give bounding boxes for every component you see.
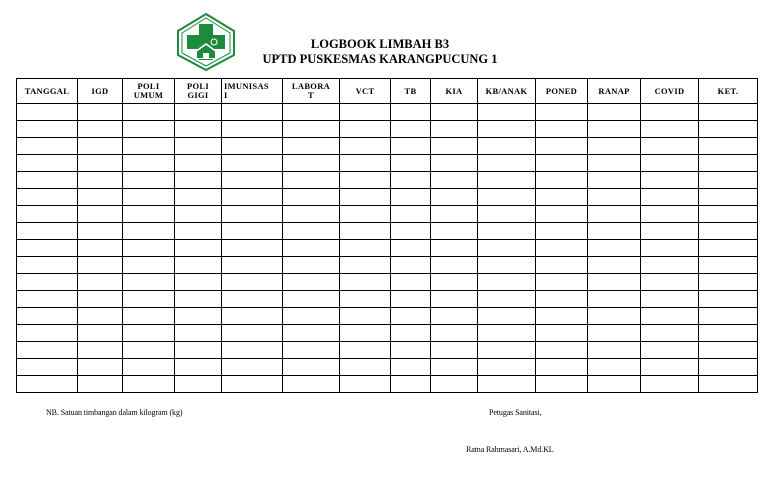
table-row xyxy=(17,172,758,189)
cell-tanggal xyxy=(17,274,78,291)
cell-laborat xyxy=(283,240,340,257)
cell-igd xyxy=(78,172,123,189)
cell-tanggal xyxy=(17,121,78,138)
cell-tb xyxy=(391,376,431,393)
cell-kb_anak xyxy=(478,308,536,325)
cell-laborat xyxy=(283,257,340,274)
cell-covid xyxy=(641,359,699,376)
table-row xyxy=(17,376,758,393)
cell-poli_umum xyxy=(123,240,175,257)
cell-poned xyxy=(536,325,588,342)
cell-imunisasi xyxy=(222,240,283,257)
cell-tb xyxy=(391,121,431,138)
table-row xyxy=(17,121,758,138)
cell-poli_gigi xyxy=(175,155,222,172)
cell-igd xyxy=(78,257,123,274)
cell-poli_umum xyxy=(123,155,175,172)
cell-igd xyxy=(78,138,123,155)
cell-poli_umum xyxy=(123,325,175,342)
col-header-poli-umum: POLI UMUM xyxy=(123,79,175,104)
cell-ranap xyxy=(588,172,641,189)
cell-kia xyxy=(431,376,478,393)
cell-vct xyxy=(340,376,391,393)
table-row xyxy=(17,274,758,291)
cell-poli_gigi xyxy=(175,257,222,274)
cell-laborat xyxy=(283,291,340,308)
cell-poned xyxy=(536,291,588,308)
cell-kb_anak xyxy=(478,138,536,155)
cell-laborat xyxy=(283,223,340,240)
cell-kia xyxy=(431,308,478,325)
cell-ket xyxy=(699,325,758,342)
col-header-vct: VCT xyxy=(340,79,391,104)
cell-tanggal xyxy=(17,359,78,376)
cell-covid xyxy=(641,155,699,172)
cell-tanggal xyxy=(17,138,78,155)
cell-covid xyxy=(641,308,699,325)
cell-kia xyxy=(431,291,478,308)
cell-kb_anak xyxy=(478,189,536,206)
cell-ket xyxy=(699,104,758,121)
cell-ranap xyxy=(588,359,641,376)
cell-imunisasi xyxy=(222,121,283,138)
logbook-table xyxy=(16,78,758,393)
cell-tb xyxy=(391,155,431,172)
cell-ranap xyxy=(588,274,641,291)
cell-kb_anak xyxy=(478,155,536,172)
cell-vct xyxy=(340,104,391,121)
cell-covid xyxy=(641,104,699,121)
table-row xyxy=(17,291,758,308)
cell-covid xyxy=(641,138,699,155)
cell-ket xyxy=(699,223,758,240)
cell-poli_gigi xyxy=(175,342,222,359)
table-row xyxy=(17,342,758,359)
cell-tb xyxy=(391,291,431,308)
cell-kia xyxy=(431,325,478,342)
cell-laborat xyxy=(283,274,340,291)
cell-laborat xyxy=(283,155,340,172)
cell-laborat xyxy=(283,308,340,325)
cell-kb_anak xyxy=(478,223,536,240)
cell-vct xyxy=(340,189,391,206)
cell-covid xyxy=(641,274,699,291)
cell-vct xyxy=(340,308,391,325)
cell-ket xyxy=(699,121,758,138)
cell-kb_anak xyxy=(478,104,536,121)
cell-poli_gigi xyxy=(175,291,222,308)
cell-ranap xyxy=(588,325,641,342)
cell-ranap xyxy=(588,138,641,155)
cell-covid xyxy=(641,172,699,189)
cell-tb xyxy=(391,138,431,155)
cell-covid xyxy=(641,342,699,359)
cell-tanggal xyxy=(17,172,78,189)
cell-vct xyxy=(340,223,391,240)
unit-note: NB. Satuan timbangan dalam kilogram (kg) xyxy=(46,408,183,417)
cell-laborat xyxy=(283,342,340,359)
cell-ranap xyxy=(588,189,641,206)
cell-tanggal xyxy=(17,155,78,172)
col-header-tanggal: TANGGAL xyxy=(17,79,78,104)
table-row xyxy=(17,206,758,223)
cell-ket xyxy=(699,342,758,359)
cell-poli_umum xyxy=(123,172,175,189)
cell-igd xyxy=(78,155,123,172)
cell-imunisasi xyxy=(222,155,283,172)
cell-laborat xyxy=(283,121,340,138)
cell-poli_umum xyxy=(123,359,175,376)
cell-poli_gigi xyxy=(175,104,222,121)
cell-poned xyxy=(536,104,588,121)
cell-ket xyxy=(699,172,758,189)
cell-poli_umum xyxy=(123,342,175,359)
table-row xyxy=(17,189,758,206)
cell-poned xyxy=(536,138,588,155)
cell-poli_gigi xyxy=(175,359,222,376)
cell-tanggal xyxy=(17,342,78,359)
col-header-laborat: LABORA T xyxy=(283,79,340,104)
cell-laborat xyxy=(283,206,340,223)
cell-covid xyxy=(641,257,699,274)
cell-kb_anak xyxy=(478,206,536,223)
cell-laborat xyxy=(283,104,340,121)
cell-igd xyxy=(78,206,123,223)
cell-igd xyxy=(78,359,123,376)
cell-ket xyxy=(699,359,758,376)
cell-vct xyxy=(340,172,391,189)
cell-covid xyxy=(641,206,699,223)
cell-kia xyxy=(431,104,478,121)
cell-tanggal xyxy=(17,257,78,274)
cell-igd xyxy=(78,240,123,257)
table-row xyxy=(17,138,758,155)
cell-kia xyxy=(431,223,478,240)
cell-covid xyxy=(641,189,699,206)
col-header-poli-gigi: POLI GIGI xyxy=(175,79,222,104)
cell-kb_anak xyxy=(478,359,536,376)
table-row xyxy=(17,257,758,274)
cell-kb_anak xyxy=(478,172,536,189)
cell-poli_gigi xyxy=(175,325,222,342)
cell-laborat xyxy=(283,376,340,393)
cell-igd xyxy=(78,342,123,359)
cell-kb_anak xyxy=(478,376,536,393)
cell-kia xyxy=(431,189,478,206)
cell-poli_umum xyxy=(123,121,175,138)
cell-poned xyxy=(536,121,588,138)
table-row xyxy=(17,155,758,172)
cell-igd xyxy=(78,104,123,121)
cell-vct xyxy=(340,274,391,291)
cell-tanggal xyxy=(17,240,78,257)
cell-imunisasi xyxy=(222,274,283,291)
cell-vct xyxy=(340,155,391,172)
cell-igd xyxy=(78,189,123,206)
cell-ket xyxy=(699,206,758,223)
cell-kia xyxy=(431,240,478,257)
cell-vct xyxy=(340,359,391,376)
cell-ranap xyxy=(588,121,641,138)
cell-tanggal xyxy=(17,291,78,308)
cell-ket xyxy=(699,257,758,274)
cell-poli_gigi xyxy=(175,223,222,240)
cell-poli_umum xyxy=(123,189,175,206)
cell-tb xyxy=(391,223,431,240)
cell-kia xyxy=(431,155,478,172)
puskesmas-logo-icon xyxy=(177,13,235,71)
cell-poli_gigi xyxy=(175,274,222,291)
cell-vct xyxy=(340,291,391,308)
cell-poli_gigi xyxy=(175,240,222,257)
cell-tanggal xyxy=(17,189,78,206)
cell-poli_gigi xyxy=(175,189,222,206)
cell-poli_gigi xyxy=(175,138,222,155)
cell-poli_gigi xyxy=(175,172,222,189)
cell-tanggal xyxy=(17,376,78,393)
cell-tanggal xyxy=(17,308,78,325)
cell-poli_umum xyxy=(123,138,175,155)
cell-tb xyxy=(391,342,431,359)
cell-imunisasi xyxy=(222,342,283,359)
cell-kia xyxy=(431,342,478,359)
cell-poli_umum xyxy=(123,206,175,223)
cell-ket xyxy=(699,291,758,308)
table-row xyxy=(17,104,758,121)
col-header-poned: PONED xyxy=(536,79,588,104)
table-row xyxy=(17,308,758,325)
cell-kia xyxy=(431,121,478,138)
cell-tanggal xyxy=(17,104,78,121)
cell-vct xyxy=(340,240,391,257)
cell-ket xyxy=(699,376,758,393)
cell-igd xyxy=(78,308,123,325)
cell-poned xyxy=(536,155,588,172)
cell-laborat xyxy=(283,138,340,155)
cell-poned xyxy=(536,257,588,274)
cell-imunisasi xyxy=(222,223,283,240)
cell-kia xyxy=(431,206,478,223)
cell-ranap xyxy=(588,291,641,308)
cell-tb xyxy=(391,206,431,223)
cell-ranap xyxy=(588,104,641,121)
cell-kb_anak xyxy=(478,240,536,257)
cell-laborat xyxy=(283,359,340,376)
cell-kia xyxy=(431,359,478,376)
cell-tanggal xyxy=(17,206,78,223)
col-header-imunisasi: IMUNISAS I xyxy=(222,79,283,104)
cell-tb xyxy=(391,274,431,291)
cell-poli_umum xyxy=(123,104,175,121)
cell-imunisasi xyxy=(222,104,283,121)
cell-ket xyxy=(699,189,758,206)
cell-kb_anak xyxy=(478,274,536,291)
cell-vct xyxy=(340,257,391,274)
cell-poned xyxy=(536,274,588,291)
cell-poli_gigi xyxy=(175,121,222,138)
cell-laborat xyxy=(283,325,340,342)
cell-ket xyxy=(699,274,758,291)
cell-covid xyxy=(641,121,699,138)
cell-ket xyxy=(699,155,758,172)
cell-poned xyxy=(536,189,588,206)
cell-imunisasi xyxy=(222,189,283,206)
cell-kb_anak xyxy=(478,257,536,274)
cell-vct xyxy=(340,206,391,223)
cell-ranap xyxy=(588,155,641,172)
cell-imunisasi xyxy=(222,291,283,308)
cell-ranap xyxy=(588,240,641,257)
cell-imunisasi xyxy=(222,308,283,325)
cell-poli_umum xyxy=(123,223,175,240)
cell-kb_anak xyxy=(478,325,536,342)
cell-poned xyxy=(536,342,588,359)
cell-vct xyxy=(340,138,391,155)
cell-kia xyxy=(431,274,478,291)
table-row xyxy=(17,223,758,240)
cell-vct xyxy=(340,121,391,138)
col-header-igd: IGD xyxy=(78,79,123,104)
cell-covid xyxy=(641,240,699,257)
col-header-ket: KET. xyxy=(699,79,758,104)
cell-ranap xyxy=(588,206,641,223)
table-row xyxy=(17,359,758,376)
cell-poned xyxy=(536,206,588,223)
cell-kb_anak xyxy=(478,342,536,359)
cell-kb_anak xyxy=(478,121,536,138)
cell-poli_umum xyxy=(123,376,175,393)
cell-igd xyxy=(78,274,123,291)
cell-poli_umum xyxy=(123,308,175,325)
cell-kia xyxy=(431,138,478,155)
col-header-tb: TB xyxy=(391,79,431,104)
table-row xyxy=(17,325,758,342)
col-header-kia: KIA xyxy=(431,79,478,104)
cell-imunisasi xyxy=(222,206,283,223)
officer-name: Ratna Rahmasari, A.Md.KL xyxy=(466,445,554,454)
cell-poli_gigi xyxy=(175,206,222,223)
cell-igd xyxy=(78,325,123,342)
cell-laborat xyxy=(283,189,340,206)
document-subtitle: UPTD PUSKESMAS KARANGPUCUNG 1 xyxy=(262,52,498,66)
cell-imunisasi xyxy=(222,359,283,376)
cell-poned xyxy=(536,359,588,376)
cell-poned xyxy=(536,240,588,257)
cell-igd xyxy=(78,223,123,240)
officer-title: Petugas Sanitasi, xyxy=(489,408,542,417)
cell-kia xyxy=(431,172,478,189)
cell-igd xyxy=(78,291,123,308)
cell-ranap xyxy=(588,308,641,325)
cell-imunisasi xyxy=(222,172,283,189)
cell-poli_umum xyxy=(123,257,175,274)
cell-ranap xyxy=(588,257,641,274)
cell-tb xyxy=(391,172,431,189)
cell-poned xyxy=(536,172,588,189)
cell-tb xyxy=(391,189,431,206)
cell-covid xyxy=(641,223,699,240)
cell-imunisasi xyxy=(222,325,283,342)
cell-tb xyxy=(391,104,431,121)
cell-igd xyxy=(78,376,123,393)
document-title: LOGBOOK LIMBAH B3 xyxy=(310,37,450,51)
cell-tb xyxy=(391,257,431,274)
cell-tanggal xyxy=(17,325,78,342)
header-row xyxy=(17,79,758,104)
cell-tb xyxy=(391,359,431,376)
cell-poned xyxy=(536,223,588,240)
cell-kia xyxy=(431,257,478,274)
cell-kb_anak xyxy=(478,291,536,308)
cell-vct xyxy=(340,325,391,342)
cell-imunisasi xyxy=(222,138,283,155)
cell-poned xyxy=(536,376,588,393)
cell-tb xyxy=(391,308,431,325)
cell-imunisasi xyxy=(222,257,283,274)
cell-igd xyxy=(78,121,123,138)
logbook-body xyxy=(17,104,758,393)
col-header-ranap: RANAP xyxy=(588,79,641,104)
col-header-kb-anak: KB/ANAK xyxy=(478,79,536,104)
cell-ranap xyxy=(588,376,641,393)
cell-imunisasi xyxy=(222,376,283,393)
cell-tb xyxy=(391,240,431,257)
cell-tanggal xyxy=(17,223,78,240)
cell-poli_umum xyxy=(123,291,175,308)
cell-laborat xyxy=(283,172,340,189)
cell-vct xyxy=(340,342,391,359)
cell-ranap xyxy=(588,342,641,359)
cell-poli_gigi xyxy=(175,308,222,325)
cell-ket xyxy=(699,240,758,257)
cell-covid xyxy=(641,325,699,342)
cell-poli_gigi xyxy=(175,376,222,393)
cell-poned xyxy=(536,308,588,325)
cell-poli_umum xyxy=(123,274,175,291)
cell-ranap xyxy=(588,223,641,240)
cell-ket xyxy=(699,308,758,325)
cell-ket xyxy=(699,138,758,155)
cell-tb xyxy=(391,325,431,342)
table-row xyxy=(17,240,758,257)
col-header-covid: COVID xyxy=(641,79,699,104)
cell-covid xyxy=(641,291,699,308)
cell-covid xyxy=(641,376,699,393)
